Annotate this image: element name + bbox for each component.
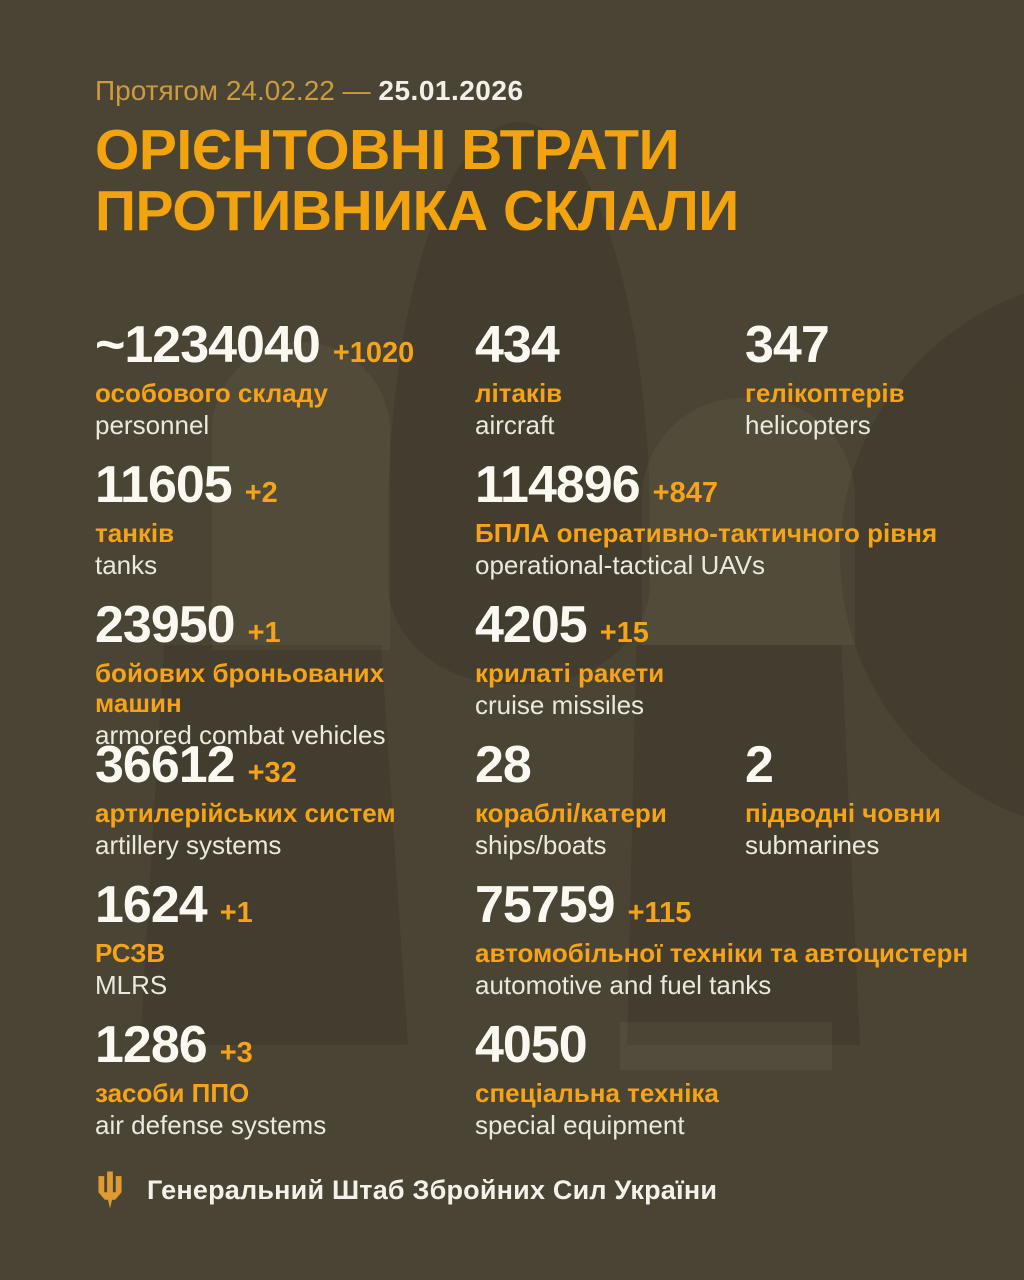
stat-number-line <box>475 738 745 793</box>
stat-personnel <box>95 318 475 458</box>
stat-label-ua: гелікоптерів <box>745 377 905 408</box>
stat-number-line <box>475 458 1008 513</box>
page-title-line1: ОРІЄНТОВНІ ВТРАТИ <box>95 118 680 182</box>
stat-number-line <box>475 878 1008 933</box>
stat-mlrs <box>95 878 475 1018</box>
stat-label-ua: БПЛА оперативно-тактичного рівня <box>475 517 938 548</box>
stat-label-ua: літаків <box>475 377 563 408</box>
stat-label-en: air defense systems <box>95 1109 327 1140</box>
stat-label-ua: особового складу <box>95 377 328 408</box>
stat-label-ua: автомобільної техніки та автоцистерн <box>475 937 969 968</box>
stat-label-en: ships/boats <box>475 829 607 860</box>
stat-ships <box>475 738 745 878</box>
stat-armored-vehicles <box>95 596 475 750</box>
stat-label-ua: артилерійських систем <box>95 797 396 828</box>
page-title <box>95 120 739 242</box>
stat-value: 434 <box>475 316 559 374</box>
stat-label-en: aircraft <box>475 409 555 440</box>
footer <box>95 1170 717 1210</box>
stat-aircraft <box>475 318 745 458</box>
stat-label-en: MLRS <box>95 969 168 1000</box>
stat-cruise-missiles <box>475 598 1008 738</box>
stat-value: 4050 <box>475 1016 587 1074</box>
period-date: 25.01.2026 <box>378 75 524 106</box>
stat-value: 1624 <box>95 876 207 934</box>
stat-helicopters <box>745 318 1008 458</box>
stat-label-en: tanks <box>95 549 158 580</box>
tryzub-trident-icon <box>95 1170 125 1210</box>
stat-artillery <box>95 738 475 878</box>
stat-number-line <box>95 878 475 933</box>
stat-label-en: cruise missiles <box>475 689 645 720</box>
stat-number-line <box>95 318 475 373</box>
stat-value: 347 <box>745 316 829 374</box>
stat-delta: +1 <box>219 897 253 929</box>
stat-automotive <box>475 878 1008 1018</box>
stat-uavs <box>475 458 1008 598</box>
stat-number-line <box>95 738 475 793</box>
stat-value: ~1234040 <box>95 316 320 374</box>
stat-value: 4205 <box>475 596 587 654</box>
stat-label-ua: РСЗВ <box>95 937 166 968</box>
stat-delta: +1020 <box>332 337 415 369</box>
stat-number-line <box>475 318 745 373</box>
stat-number-line <box>95 1018 475 1073</box>
stat-delta: +1 <box>247 617 281 649</box>
stat-label-ua: підводні човни <box>745 797 941 828</box>
stat-value: 75759 <box>475 876 615 934</box>
stat-value: 28 <box>475 736 531 794</box>
stat-delta: +115 <box>627 897 692 929</box>
stat-label-ua: танків <box>95 517 175 548</box>
report-period <box>95 74 524 108</box>
page-title-line2: ПРОТИВНИКА СКЛАЛИ <box>95 178 739 243</box>
losses-grid <box>95 318 1008 1158</box>
stat-special-equipment <box>475 1018 1008 1158</box>
stat-value: 2 <box>745 736 773 794</box>
stat-delta: +32 <box>247 757 297 789</box>
stat-number-line <box>745 318 1008 373</box>
source-attribution: Генеральний Штаб Збройних Сил України <box>147 1174 718 1205</box>
stat-tanks <box>95 458 475 598</box>
stat-delta: +3 <box>219 1037 253 1069</box>
stat-label-en: operational-tactical UAVs <box>475 549 765 580</box>
stat-label-en: armored combat vehicles <box>95 719 386 750</box>
stat-delta: +2 <box>244 477 278 509</box>
period-prefix: Протягом 24.02.22 — <box>95 75 379 106</box>
stat-label-en: artillery systems <box>95 829 282 860</box>
stat-number-line <box>95 598 475 653</box>
stat-value: 23950 <box>95 596 235 654</box>
stat-value: 36612 <box>95 736 235 794</box>
stat-number-line <box>95 458 475 513</box>
stat-value: 114896 <box>475 456 640 514</box>
stat-number-line <box>745 738 1008 793</box>
stat-label-en: submarines <box>745 829 880 860</box>
stat-number-line <box>475 598 1008 653</box>
stat-label-en: helicopters <box>745 409 871 440</box>
stat-label-en: automotive and fuel tanks <box>475 969 772 1000</box>
stat-air-defense <box>95 1018 475 1158</box>
stat-value: 11605 <box>95 456 232 514</box>
stat-delta: +15 <box>599 617 649 649</box>
stat-label-ua: засоби ППО <box>95 1077 250 1108</box>
stat-value: 1286 <box>95 1016 207 1074</box>
stat-label-ua: бойових броньованих машин <box>95 657 385 718</box>
stat-delta: +847 <box>652 477 718 509</box>
stat-submarines <box>745 738 1008 878</box>
stat-label-ua: крилаті ракети <box>475 657 665 688</box>
stat-label-ua: спеціальна техніка <box>475 1077 719 1108</box>
stat-number-line <box>475 1018 1008 1073</box>
stat-label-en: personnel <box>95 409 210 440</box>
stat-label-en: special equipment <box>475 1109 685 1140</box>
stat-label-ua: кораблі/катери <box>475 797 667 828</box>
